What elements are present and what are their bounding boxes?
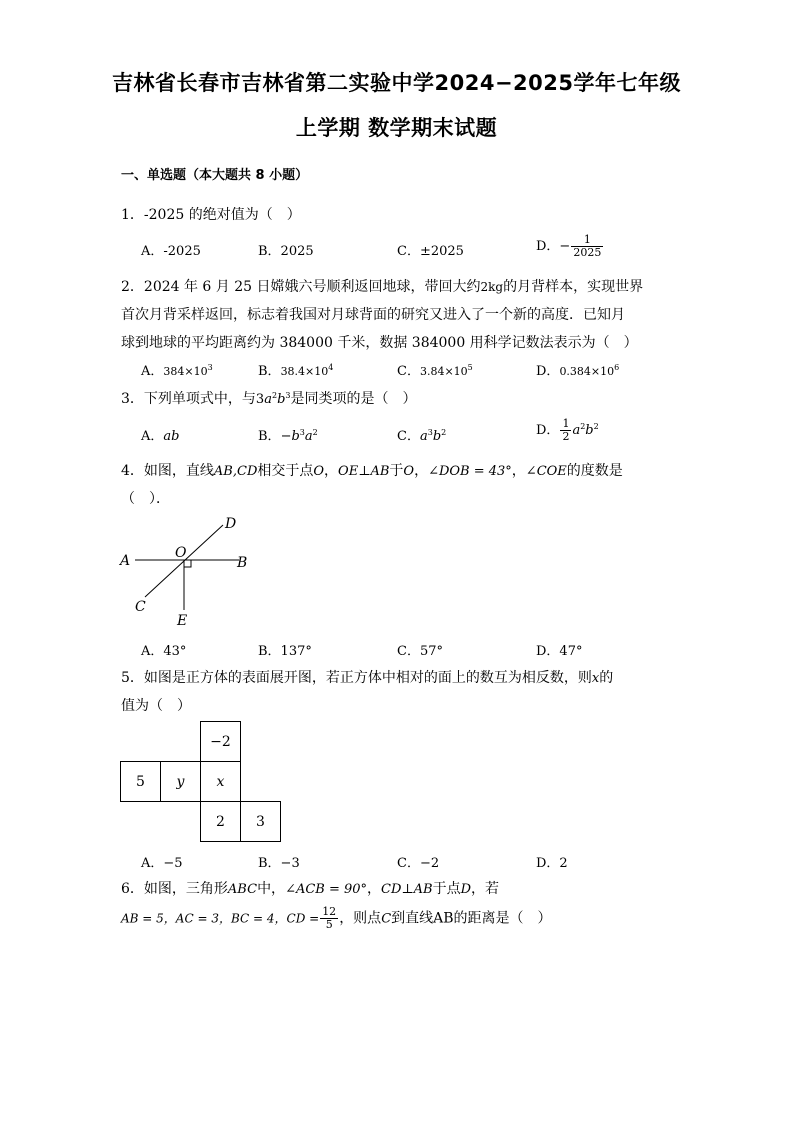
question-1-options — [0, 232, 793, 266]
option-letter: A． — [141, 364, 164, 379]
fraction-denominator: 2 — [562, 430, 570, 443]
q5-text: 的 — [599, 670, 614, 686]
question-2-line3: 球到地球的平均距离约为 384000 千米，数据 384000 用科学记数法表示为（ ） — [121, 335, 638, 351]
q2-option-b — [258, 360, 333, 379]
exam-title-line2: 上学期 数学期末试题 — [295, 116, 498, 140]
option-var: a — [304, 429, 313, 444]
q2-option-d — [536, 360, 619, 379]
q1-option-d — [536, 234, 604, 259]
option-value: 3.84×10 — [419, 365, 468, 378]
q1-option-d-fraction — [571, 234, 603, 259]
q4-math: ∠COE — [525, 464, 567, 479]
q2-option-c — [397, 360, 473, 379]
net-value-x: x — [216, 774, 225, 790]
net-value-y: y — [176, 774, 185, 790]
q4-math: AB — [370, 464, 390, 479]
q4-text: ， — [511, 463, 526, 479]
option-letter: B． — [258, 364, 281, 379]
option-var: b — [585, 423, 594, 438]
net-value-top: −2 — [210, 734, 231, 750]
question-4-line2: （ ）． — [121, 491, 170, 507]
fraction-numerator: 1 — [571, 234, 603, 247]
q6-math: AB = 5，AC = 3，BC = 4，CD = — [121, 911, 320, 926]
option-var: a — [572, 423, 581, 438]
option-value: 38.4×10 — [280, 365, 329, 378]
question-3-stem — [121, 388, 416, 408]
q3-exp: 3 — [285, 391, 291, 400]
perpendicular-symbol: ⊥ — [401, 882, 414, 897]
option-letter: C． — [397, 364, 420, 379]
label-a: A — [120, 553, 131, 569]
q6-math: C — [381, 911, 392, 927]
q2-text: 的月背样本，实现世界 — [503, 279, 644, 295]
q4-text: 4．如图，直线 — [121, 463, 214, 479]
q6-text: 中， — [257, 881, 286, 897]
q6-text: 于点 — [432, 881, 461, 897]
option-exp: 2 — [441, 428, 447, 437]
q4-text: 于 — [389, 463, 404, 479]
q3-var: a — [264, 392, 272, 407]
q3-option-a — [141, 425, 179, 444]
option-var: b — [291, 429, 300, 444]
q6-text: 到直线AB的距离是（ ） — [391, 910, 552, 927]
q4-option-d: D．47° — [536, 644, 583, 659]
option-letter: D． — [536, 364, 560, 379]
label-d: D — [225, 516, 237, 532]
q4-option-c: C．57° — [397, 644, 443, 659]
fraction-numerator: 12 — [322, 905, 337, 918]
option-exp: 2 — [312, 428, 318, 437]
option-value: ab — [163, 429, 180, 444]
q6-math: D — [460, 882, 472, 897]
intersecting-lines-figure — [115, 512, 275, 632]
q3-option-c — [397, 425, 446, 444]
option-letter: C． — [397, 429, 420, 444]
q3-var: b — [277, 392, 286, 407]
question-2-line1 — [121, 276, 643, 296]
q2-text: 2．2024 年 6 月 25 日嫦娥六号顺利返回地球，带回大约 — [121, 279, 481, 295]
option-value: 0.384×10 — [559, 365, 615, 378]
q4-option-b: B．137° — [258, 644, 312, 659]
net-value-bottom-1: 2 — [216, 814, 225, 830]
q3-option-d-fraction — [560, 418, 571, 443]
fraction-denominator: 2025 — [573, 246, 602, 259]
q3-text: 3．下列单项式中，与 — [121, 391, 256, 407]
cube-net-figure — [120, 721, 284, 845]
q6-fraction — [320, 906, 338, 931]
question-4-options — [0, 640, 793, 660]
q4-text: ， — [324, 463, 339, 479]
fraction-numerator: 1 — [562, 417, 570, 430]
q6-math: ∠ACB = 90° — [285, 882, 368, 897]
q4-text: ， — [414, 463, 429, 479]
q4-option-a: A．43° — [141, 644, 187, 659]
net-value-bottom-2: 3 — [256, 814, 265, 830]
option-var: a — [419, 429, 428, 444]
question-4-line1 — [121, 460, 623, 480]
exam-title-line1: 吉林省长春市吉林省第二实验中学2024−2025学年七年级 — [112, 71, 681, 95]
q1-option-d-prefix: D．− — [536, 239, 571, 254]
q3-exp: 2 — [271, 391, 278, 400]
q5-var: x — [591, 671, 600, 686]
q2-option-a — [141, 360, 213, 379]
option-var: b — [432, 429, 442, 444]
option-exp: 2 — [593, 422, 599, 431]
question-5-options — [0, 852, 793, 872]
option-exp: 3 — [427, 428, 433, 437]
q4-text: 的度数是 — [566, 463, 623, 479]
question-6-line1 — [121, 878, 499, 898]
option-exponent: 5 — [467, 363, 473, 372]
q5-option-c: C．−2 — [397, 856, 440, 871]
q1-option-b: B．2025 — [258, 244, 314, 259]
question-5-line1 — [121, 667, 613, 687]
q5-text: 5．如图是正方体的表面展开图，若正方体中相对的面上的数互为相反数，则 — [121, 670, 592, 686]
q6-text: ，若 — [471, 881, 500, 897]
q2-mass: 2kg — [480, 280, 504, 294]
right-angle-mark — [184, 560, 191, 567]
question-6-line2 — [121, 906, 552, 931]
q3-option-b — [258, 425, 318, 444]
q3-text: 是同类项的是（ ） — [290, 391, 417, 407]
q3-coef: 3 — [255, 392, 265, 407]
q5-option-b: B．−3 — [258, 856, 300, 871]
question-3-options — [0, 416, 793, 452]
q6-math: CD — [381, 882, 402, 897]
option-exponent: 6 — [614, 363, 620, 372]
option-letter: D． — [536, 423, 560, 438]
q1-option-a: A．-2025 — [141, 244, 201, 259]
label-o: O — [175, 545, 187, 561]
q1-option-c: C．±2025 — [397, 244, 464, 259]
q6-math: AB — [413, 882, 433, 897]
q4-math: O — [313, 464, 325, 479]
option-value: 384×10 — [163, 365, 208, 378]
q4-math: OE — [338, 464, 359, 479]
question-5-line2: 值为（ ） — [121, 698, 191, 714]
label-e: E — [177, 613, 188, 629]
q4-math: O — [403, 464, 415, 479]
q4-math: AB,CD — [213, 464, 258, 479]
q6-text: 6．如图，三角形 — [121, 881, 228, 897]
option-exp: 2 — [580, 422, 586, 431]
q5-option-d: D．2 — [536, 856, 568, 871]
q6-text: ， — [367, 881, 382, 897]
label-c: C — [135, 599, 146, 615]
option-sign: − — [280, 429, 292, 444]
option-exponent: 3 — [207, 363, 213, 372]
label-b: B — [237, 555, 248, 571]
question-2-options — [0, 360, 793, 380]
net-value-left: 5 — [136, 774, 145, 790]
option-letter: B． — [258, 429, 281, 444]
section-heading: 一、单选题（本大题共 8 小题） — [121, 168, 309, 183]
fraction-denominator: 5 — [325, 918, 333, 931]
option-exp: 3 — [299, 428, 305, 437]
q3-option-d — [536, 418, 599, 443]
q4-math: ∠DOB = 43° — [428, 464, 512, 479]
question-2-line2: 首次月背采样返回，标志着我国对月球背面的研究又进入了一个新的高度．已知月 — [121, 307, 625, 323]
perpendicular-symbol: ⊥ — [358, 464, 371, 479]
option-letter: A． — [141, 429, 164, 444]
q6-text: ，则点 — [339, 910, 382, 927]
q4-text: 相交于点 — [257, 463, 314, 479]
question-1-stem: 1．-2025 的绝对值为（ ） — [121, 207, 301, 223]
option-exponent: 4 — [328, 363, 334, 372]
q5-option-a: A．−5 — [141, 856, 183, 871]
q6-math: ABC — [227, 882, 258, 897]
